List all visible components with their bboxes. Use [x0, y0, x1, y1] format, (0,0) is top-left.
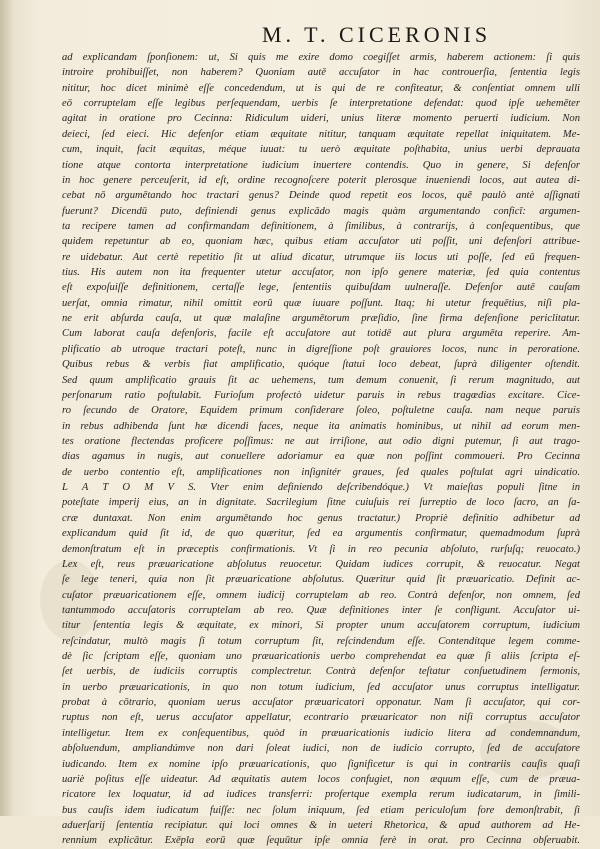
text-line: cuſator præuaricationem eſſe, omnem iudicij corruptelam ab reo. Contrà defenſor, non omnem, ſed [62, 589, 580, 601]
text-line: ro ſecundo de Oratore, Equidem primum conſiderare ſoleo, poſtuletne cauſa. nam neque paruis [62, 405, 580, 417]
text-line: uerſat, omnia rimatur, nihil omittit eorū quæ iuuare poſſunt. Itaq; hi utetur frequētius, niſi pla- [62, 297, 580, 309]
text-line: in hoc genere perceuſerit, id eſt, ordine recognoſcere poterit plerosque inueniendi locos, aut autea di- [62, 174, 580, 186]
text-line: cebat nō argumētando hoc tractari genus? Deinde quod repetit eos locos, quē paulò antè aſſignati [62, 190, 580, 202]
text-line: nititur, hoc dicet minimè eſſe concedendum, ut is qui de re confiteatur, & conſentiat omnem ulli [62, 82, 580, 94]
text-line: cræ duntaxat. Non enim argumētando hoc genus tractatur.) Propriè definitio adhibetur ad [62, 512, 580, 524]
text-line: dias agamus in nugis, aut conuellere adoriamur ea quæ non poſſint commoueri. Pro Cecinna [62, 451, 580, 463]
text-line: ricatore lex loquatur, id ad iudices transferri: profertque exempla rerum iudicatarum, in ſimili- [62, 789, 580, 801]
text-line: tione atque contorta interpretatione iudicium inuertere contendis. Quo in genere, Si defenſor [62, 159, 580, 171]
text-line: iudicando. Item ex nomine ipſo præuaricationis, quo ſignificetur is qui in contrariis cauſis quaſi [62, 758, 580, 770]
text-line: perſonarum ratio poſtulabit. Furioſum profectò uidetur paruis in rebus tragœdias excitare. Cice- [62, 389, 580, 401]
text-line: ne erit abſurda cauſa, ut quæ malaſine argumētorum præſidio, ſine firma defenſione periclitatur. [62, 313, 580, 325]
text-line: de uerbo contentio eſt, amplificationes non inſignitér graues, ſed quales poſtulat agri uindicatio. [62, 466, 580, 478]
running-head: M. T. CICERONIS [262, 22, 492, 47]
text-line: agitat in oratione pro Cecinna: Ridiculum uideri, unius literæ momento peruerti iudicium. Non [62, 113, 580, 125]
text-line: explicandum quid ſit id, de quo quæritur, ſed ea argumentis confirmatur, quemadmodum ſuprà [62, 528, 580, 540]
text-line: aduerſarij ſententia recipiatur. qui loci omnes & in ueteri Rhetorica, & apud authorem ad He- [62, 819, 580, 831]
text-line: abſoluendum, ampliandúmve non dari ſoleat iudici, non de iudicio corrupto, ſed de accuſatore [62, 743, 580, 755]
text-line: fuerunt? Dicendū puto, definiendi genus explicādo magis quàm argumentando conficī: argumen- [62, 205, 580, 217]
body-text [62, 50, 580, 849]
text-line: probat à cōtrario, quoniam uerus accuſator præuaricatori opponatur. Nam ſi accuſator, qui cor- [62, 697, 580, 709]
text-line: eſt expoſuiſſe definitionem, certaſſe lege, ſententiis quibuſdam uulneraſſe. Defenſor autē cauſam [62, 282, 580, 294]
text-line: demonſtratum eſt in præceptis confirmationis. Vt ſi in reo pecunia abſoluto, rurſuſq; reuocato.) [62, 543, 580, 555]
text-line: reſcindatur, multò magis ſi totum corruptum ſit, reſcindendum eſſe. Contendítque legem comme- [62, 635, 580, 647]
text-line: eō corruptelam eſſe legibus perſequendam, uerbis ſe interpretatione defendat: quod ipſe uehemēter [62, 98, 580, 110]
text-line: Cum laborat cauſa defenſoris, facile eſt accuſatore aut totidē aut plura argumēta reperire. Am- [62, 328, 580, 340]
text-line: plificatio ab utroque tractari poteſt, nunc in digreſſione poſt grauiores locos, nunc in peroratione. [62, 343, 580, 355]
text-line: tantummodo accuſatoris corruptelam ab reo. Quæ definitiones inter ſe confligunt. Accuſator ui- [62, 604, 580, 616]
text-line: L A T O M V S. Vter enim definiendo deſcribendóque.) Vt maieſtas populi ſitne in [62, 482, 580, 494]
text-line: in uerbo præuaricationis, in quo non totum iudicium, ſed accuſator unus corruptus intelligatur. [62, 681, 580, 693]
text-line: introire prohibuiſſet, non haberem? Quoniam autē accuſator in hac controuerſia, ſententia legis [62, 67, 580, 79]
text-line: dè ſic ſcriptam eſſe, quoniam uno præuaricationis uerbo comprehendat ea quæ ſi aliis ſcripta eſ- [62, 651, 580, 663]
text-line: poteſtate imperij eius, an in dignitate. Sacrilegium ſitne cuiuſuis rei ſurreptio de loco ſacro, an ſa- [62, 497, 580, 509]
text-line: deieci, ſed eieci. Hic defenſor etiam æquitate nititur, tanquam æquitate repellat iniquitatem. Me- [62, 128, 580, 140]
text-line: uariè poſitus eſſe uideatur. Ad æquitatis autem locos confugiet, non æquum eſſe, cum de præua- [62, 773, 580, 785]
text-line: tes oratione flectendas proficere poſſimus: ne aut irriſione, aut odio digni putemur, ſi aut trago- [62, 435, 580, 447]
page-gutter-shadow [0, 0, 14, 816]
text-line: in rebus adhibenda ſunt hæ dicendi faces, neque ita animatis hominibus, ut nihil ad eorum men- [62, 420, 580, 432]
text-line: Sed quum amplificatio grauis ſit ac uehemens, tum demum conuenit, ſi rerum magnitudo, aut [62, 374, 580, 386]
text-line: rennium explicātur. Exēpla eorū quæ ſequūtur ipſe omnia ferè in orat. pro Cecinna obſeruabit. [62, 835, 580, 847]
text-line: ta recipere tamen ad confirmandam definitionem, à ſimilibus, à contrarijs, à conſequentibus, que [62, 220, 580, 232]
text-line: bus cauſis idem iudicatum fuiſſe: nec ſolum iniquum, ſed etiam periculoſum fore demonſtrabit, ſi [62, 804, 580, 816]
text-line: quidem repetuntur ab eo, quoniam hæc, quibus etiam accuſator uti poſſit, uni defenſori attribue- [62, 236, 580, 248]
text-line: Quibus rebus & verbis fiat amplificatio, quóque ſtatui loco debeat, ſuprà diligenter oſtendit. [62, 359, 580, 371]
text-line: cum, inquit, facit æquitas, méque iuuat: tu uerò æquitate poſthabita, unius uerbi deprauata [62, 144, 580, 156]
text-line: ſe lege teneri, quia non ſit præuaricatione abſolutus. Quæritur quid ſit præuaricatio. Definit ac- [62, 574, 580, 586]
text-line: ad explicandam ſponſionem: ut, Si quis me exire domo coegiſſet armis, haberem actionem: ſi quis [62, 52, 580, 63]
text-line: intelligetur. Item ex conſequentibus, quòd in præuaricationis iudicio litera ad condemnandum, [62, 727, 580, 739]
text-line: ruptus non eſt, uerus accuſator appellatur, econtrario præuaricator non niſi corruptus accuſator [62, 712, 580, 724]
text-line: ſet uerbis, de iudiciis corruptis complectretur. Contrà defenſor teſtatur conſuetudinem ſermonis, [62, 666, 580, 678]
text-line: titur ſententia legis & æquitate, ex minori, Si propter unum accuſatorem corruptum, iudicium [62, 620, 580, 632]
text-line: tius. His autem non ita frequenter utetur accuſator, non ipſo genere materiæ, ſed quia contentus [62, 267, 580, 279]
text-line: re uidebatur. Aut certè repetitio ſit ut aliud dicatur, utrumque iis locus uti poſſe, ſed eū frequen- [62, 251, 580, 263]
text-line: Lex eſt, reus præuaricatione abſolutus reuocetur. Quidam iudices corrupit, & reuocatur. Negat [62, 558, 580, 570]
